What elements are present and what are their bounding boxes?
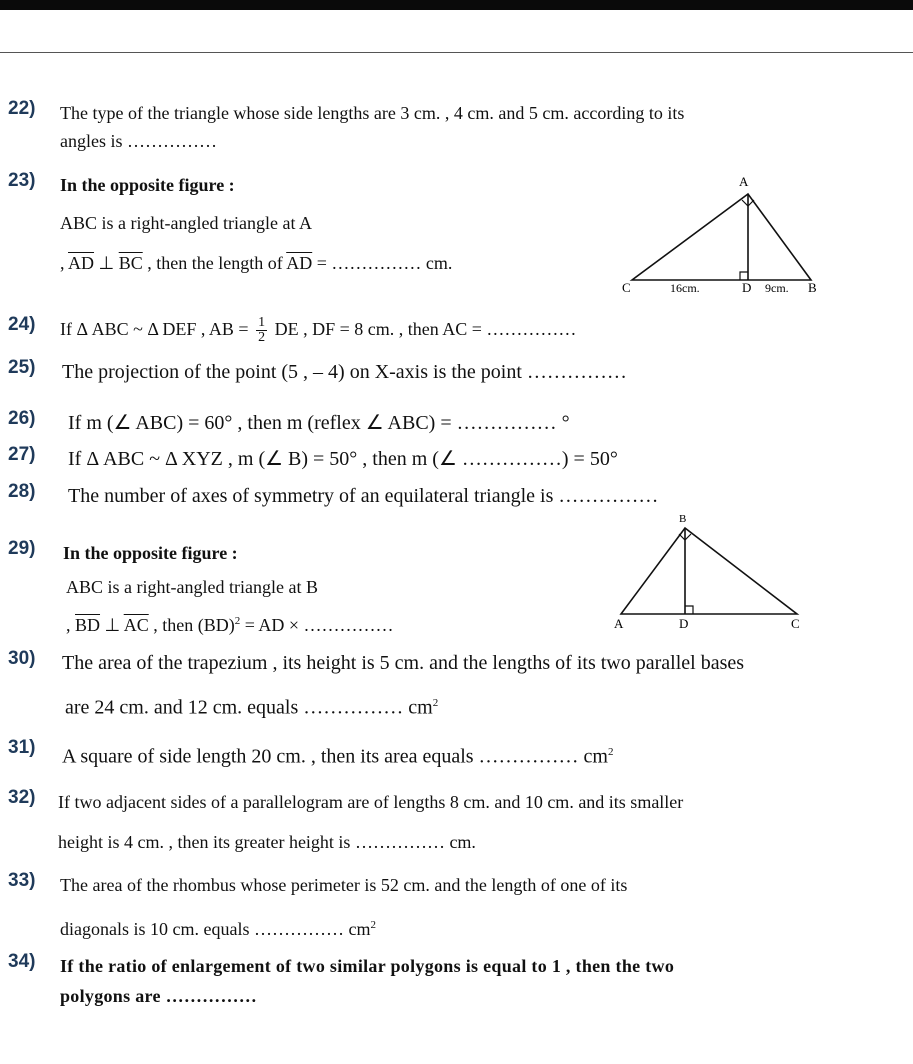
text: ,	[60, 253, 69, 273]
question-heading: In the opposite figure :	[63, 543, 238, 563]
superscript: 2	[234, 615, 241, 627]
right-angle-mark-d	[740, 272, 748, 280]
top-black-bar	[0, 0, 913, 10]
label-c: C	[622, 280, 631, 295]
superscript: 2	[432, 697, 439, 709]
question-number: 23)	[8, 170, 36, 191]
figure-right-triangle-29	[605, 510, 815, 635]
perp-symbol: ⊥	[100, 615, 124, 635]
question-text-line1: ABC is a right-angled triangle at A	[60, 213, 312, 233]
label-db-length: 9cm.	[765, 281, 789, 295]
superscript: 2	[608, 746, 614, 758]
question-number: 24)	[8, 314, 36, 335]
label-cd-length: 16cm.	[670, 281, 700, 295]
label-c: C	[791, 616, 800, 631]
question-number: 28)	[8, 481, 36, 502]
header-rule	[0, 52, 913, 53]
numerator: 1	[258, 315, 266, 331]
label-b: B	[679, 513, 687, 525]
perp-symbol: ⊥	[94, 253, 119, 273]
text: DE , DF = 8 cm. , then AC = ……………	[270, 319, 577, 339]
question-text	[60, 314, 576, 345]
question-number: 22)	[8, 98, 36, 119]
question-number: 32)	[8, 787, 36, 808]
text: = …………… cm.	[312, 253, 453, 273]
question-text: The projection of the point (5 , – 4) on X-axis is the point ……………	[62, 361, 627, 383]
question-text-line2: angles is ……………	[60, 131, 217, 151]
question-text: The number of axes of symmetry of an equilateral triangle is ……………	[68, 485, 659, 507]
segment-bc: $\overline{BC}$	[118, 253, 143, 273]
label-d: D	[742, 280, 752, 295]
text: , then (BD)	[148, 615, 235, 635]
text: ,	[66, 615, 75, 635]
segment-ad: $\overline{AD}$	[286, 253, 313, 273]
label-d: D	[679, 616, 689, 631]
question-number: 34)	[8, 951, 36, 972]
question-text-line2: polygons are ……………	[60, 986, 258, 1006]
text: , then the length of	[142, 253, 287, 273]
question-text-line2: height is 4 cm. , then its greater height is …………… cm.	[58, 832, 476, 852]
question-number: 33)	[8, 870, 36, 891]
text: A square of side length 20 cm. , then its area equals …………… cm	[62, 745, 608, 768]
question-number: 25)	[8, 357, 36, 378]
question-number: 26)	[8, 408, 36, 429]
segment-ad: $\overline{AD}$	[68, 253, 95, 273]
text: are 24 cm. and 12 cm. equals …………… cm	[65, 696, 433, 719]
segment-ac: $\overline{AC}$	[123, 615, 149, 635]
question-number: 29)	[8, 538, 36, 559]
question-number: 30)	[8, 648, 36, 669]
label-b: B	[808, 280, 817, 295]
text: diagonals is 10 cm. equals …………… cm	[60, 919, 371, 939]
question-text	[62, 737, 614, 772]
question-number: 31)	[8, 737, 36, 758]
superscript: 2	[370, 919, 376, 931]
text: If Δ ABC ~ Δ DEF , AB =	[60, 319, 254, 339]
label-a: A	[739, 174, 749, 189]
question-text-line2	[60, 910, 376, 944]
triangle-abc	[632, 194, 811, 280]
label-a: A	[614, 616, 624, 631]
denominator: 2	[258, 330, 266, 346]
segment-bd: $\overline{BD}$	[75, 615, 101, 635]
right-angle-mark-d	[685, 606, 693, 614]
question-text-line2	[60, 248, 452, 278]
question-text-line1: The area of the trapezium , its height is 5 cm. and the lengths of its two parallel bases	[62, 652, 745, 674]
question-text-line1: If two adjacent sides of a parallelogram are of lengths 8 cm. and 10 cm. and its smaller	[58, 792, 684, 812]
fraction-half	[256, 316, 267, 345]
figure-right-triangle-23	[615, 170, 830, 298]
question-text: If Δ ABC ~ Δ XYZ , m (∠ B) = 50° , then m (∠ ……………) = 50°	[68, 448, 618, 470]
question-text-line1: If the ratio of enlargement of two similar polygons is equal to 1 , then the two	[60, 956, 675, 976]
question-text-line2	[65, 688, 438, 723]
question-text: If m (∠ ABC) = 60° , then m (reflex ∠ ABC) = …………… °	[68, 412, 570, 434]
triangle-abc	[621, 528, 797, 614]
question-text-line2	[66, 606, 394, 640]
question-text-line1: ABC is a right-angled triangle at B	[66, 577, 318, 597]
question-heading: In the opposite figure :	[60, 175, 235, 195]
text: = AD × ……………	[240, 615, 394, 635]
question-number: 27)	[8, 444, 36, 465]
question-text-line1: The area of the rhombus whose perimeter is 52 cm. and the length of one of its	[60, 875, 628, 895]
question-text-line1: The type of the triangle whose side lengths are 3 cm. , 4 cm. and 5 cm. according to its	[60, 103, 685, 123]
